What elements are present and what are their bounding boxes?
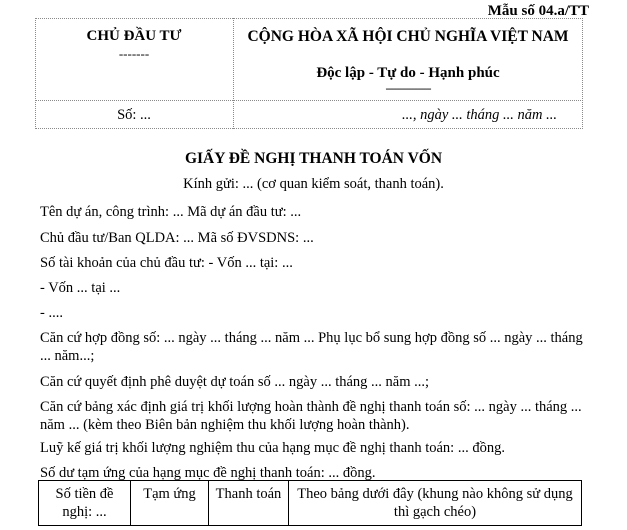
col-advance: Tạm ứng [131,481,209,526]
advance-balance: Số dư tạm ứng của hạng mục đề nghị thanh toán: ... đồng. [40,465,376,481]
volume-basis: Căn cứ bảng xác định giá trị khối lượng hoàn thành đề nghị thanh toán số: ... ngày ... tháng ... năm ... (kèm theo Biên bản nghiệm thu khối lượng hoàn thành). [40,399,582,433]
capital-more-line: - .... [40,305,63,321]
account-line: Số tài khoản của chủ đầu tư: - Vốn ... tại: ... [40,255,293,271]
header-border-top [35,18,583,19]
project-name-line: Tên dự án, công trình: ... Mã dự án đầu tư: ... [40,204,302,220]
republic-title: CỘNG HÒA XÃ HỘI CHỦ NGHĨA VIỆT NAM [247,28,569,45]
form-code: Mẫu số 04.a/TT [487,3,589,19]
header-box [35,18,583,129]
contract-basis: Căn cứ hợp đồng số: ... ngày ... tháng ... năm ... Phụ lục bổ sung hợp đồng số ... ngày ... tháng ... năm...; [40,330,583,364]
national-motto: Độc lập - Tự do - Hạnh phúc [316,65,500,81]
capital-line: - Vốn ... tại ... [40,280,121,296]
payment-table [38,480,582,526]
document-number: Số: ... [117,107,151,123]
estimate-basis: Căn cứ quyết định phê duyệt dự toán số ... ngày ... tháng ... năm ...; [40,374,430,390]
investor-line: Chủ đầu tư/Ban QLDA: ... Mã số ĐVSDNS: ... [40,230,314,246]
col-per-table: Theo bảng dưới đây (khung nào không sử dụng thì gạch chéo) [289,481,582,526]
investor-label: CHỦ ĐẦU TƯ [86,28,182,44]
document-title: GIẤY ĐỀ NGHỊ THANH TOÁN VỐN [184,150,443,167]
col-requested-amount: Số tiền đề nghị: ... [39,481,131,526]
accumulated-value: Luỹ kế giá trị khối lượng nghiệm thu của hạng mục đề nghị thanh toán: ... đồng. [40,440,505,456]
motto-underline: --------------- [385,81,431,95]
col-payment: Thanh toán [209,481,289,526]
table-header-row [39,481,582,526]
investor-dash: ------- [118,46,150,61]
document-date: ..., ngày ... tháng ... năm ... [401,107,557,123]
recipient-line: Kính gửi: ... (cơ quan kiểm soát, thanh toán). [183,176,444,192]
header-border-bottom [35,128,583,129]
header-divider-horizontal [35,100,583,101]
